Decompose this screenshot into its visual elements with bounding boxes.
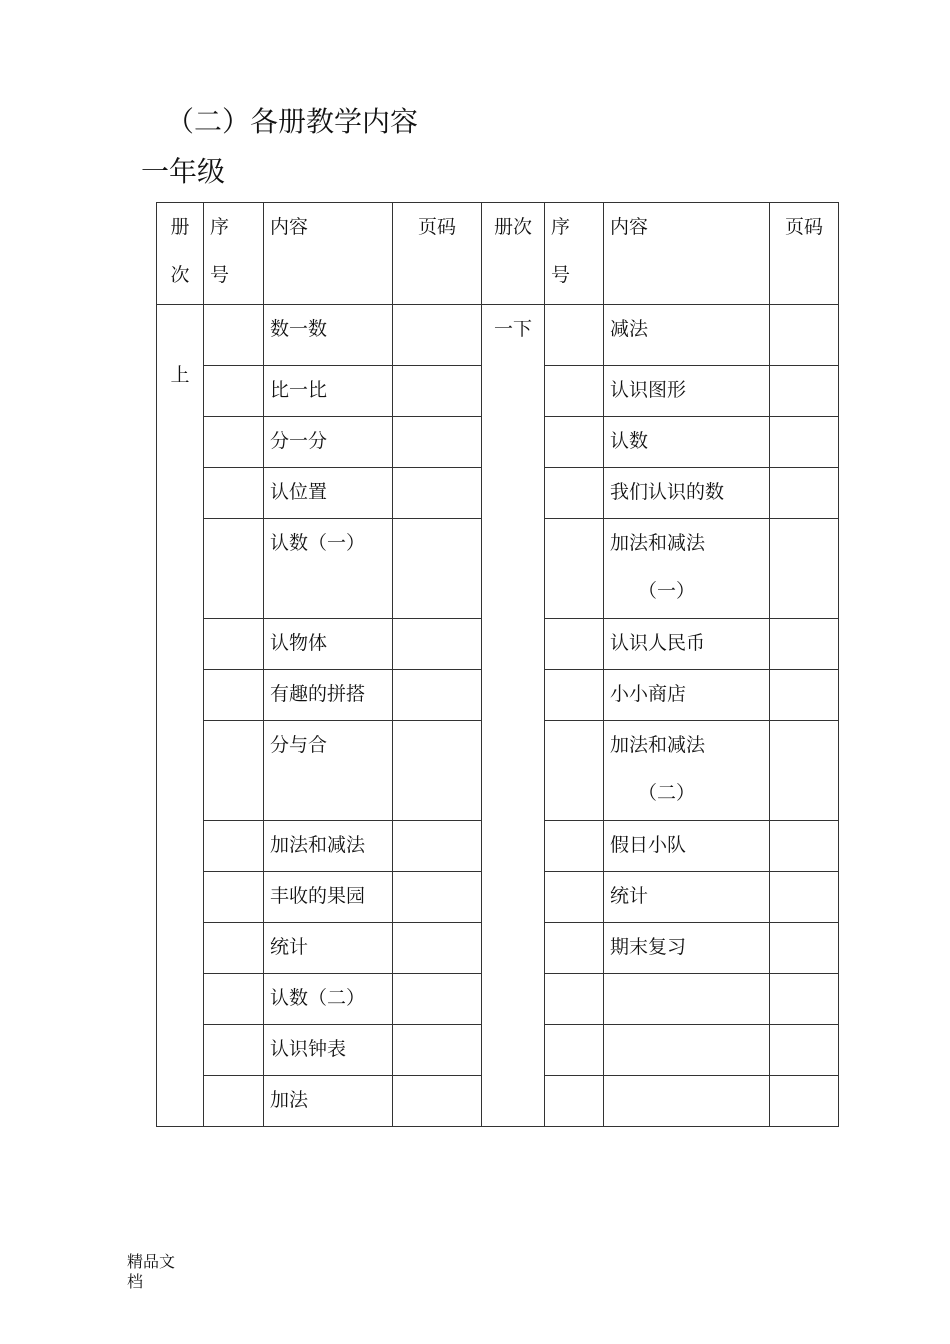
right-item: 减法 [604,305,770,366]
header-seq-2: 序 号 [545,203,604,305]
page-cell [770,1025,839,1076]
seq-cell [545,821,604,872]
left-item: 认识钟表 [264,1025,393,1076]
header-volume-2: 册次 [482,203,545,305]
seq-cell [204,305,264,366]
seq-cell [204,468,264,519]
header-seq: 序 号 [204,203,264,305]
right-item: 小小商店 [604,670,770,721]
page-cell [770,366,839,417]
page-cell [393,923,482,974]
right-item: 认识图形 [604,366,770,417]
seq-cell [204,417,264,468]
page-cell [770,872,839,923]
page-cell [770,619,839,670]
right-item [604,1025,770,1076]
left-item: 分一分 [264,417,393,468]
seq-cell [545,305,604,366]
left-volume-cell: 上 [157,305,204,1127]
seq-cell [545,366,604,417]
seq-cell [545,670,604,721]
seq-cell [204,721,264,821]
page-cell [770,305,839,366]
page-cell [393,872,482,923]
seq-cell [545,872,604,923]
seq-cell [204,974,264,1025]
footer-line-1: 精品文 [127,1252,176,1271]
left-item: 认位置 [264,468,393,519]
page-cell [770,519,839,619]
footer-watermark [127,1252,183,1292]
header-page-2: 页码 [770,203,839,305]
table-row [157,305,839,366]
right-item [604,974,770,1025]
seq-cell [545,417,604,468]
right-item [604,519,770,619]
right-item-line2: （一） [638,580,696,602]
seq-cell [204,619,264,670]
left-item: 认物体 [264,619,393,670]
page-cell [393,821,482,872]
page-cell [393,519,482,619]
left-item: 认数（一） [264,519,393,619]
seq-cell [204,923,264,974]
header-content-2: 内容 [604,203,770,305]
seq-cell [545,923,604,974]
right-item: 认识人民币 [604,619,770,670]
section-heading: （二）各册教学内容 [166,105,419,138]
left-item: 统计 [264,923,393,974]
page-cell [393,974,482,1025]
seq-cell [204,519,264,619]
seq-cell [204,1025,264,1076]
right-item: 假日小队 [604,821,770,872]
left-item: 加法 [264,1076,393,1127]
left-item: 认数（二） [264,974,393,1025]
header-row [157,203,839,305]
page-cell [770,1076,839,1127]
header-volume: 册 次 [157,203,204,305]
right-item: 期末复习 [604,923,770,974]
seq-cell [545,619,604,670]
right-item [604,721,770,821]
left-item: 分与合 [264,721,393,821]
page-cell [770,670,839,721]
page-cell [770,468,839,519]
seq-cell [545,1025,604,1076]
right-item-line1: 加法和减法 [610,734,706,756]
right-item: 认数 [604,417,770,468]
left-item: 比一比 [264,366,393,417]
header-content: 内容 [264,203,393,305]
seq-cell [204,1076,264,1127]
page-cell [770,821,839,872]
right-item: 统计 [604,872,770,923]
left-item: 有趣的拼搭 [264,670,393,721]
page-cell [770,923,839,974]
seq-cell [545,519,604,619]
header-page: 页码 [393,203,482,305]
page-cell [770,721,839,821]
seq-cell [545,974,604,1025]
right-volume-cell: 一下 [482,305,545,1127]
page-cell [393,670,482,721]
content-table [156,202,839,1127]
page-cell [770,417,839,468]
page-cell [393,619,482,670]
page-cell [393,305,482,366]
seq-cell [204,872,264,923]
seq-cell [204,821,264,872]
page-cell [770,974,839,1025]
page-cell [393,1025,482,1076]
seq-cell [545,1076,604,1127]
grade-heading: 一年级 [141,155,226,188]
seq-cell [204,670,264,721]
right-item [604,1076,770,1127]
page-cell [393,366,482,417]
seq-cell [204,366,264,417]
right-item-line2: （二） [638,782,696,804]
left-item: 加法和减法 [264,821,393,872]
page-cell [393,417,482,468]
page-cell [393,1076,482,1127]
right-item-line1: 加法和减法 [610,532,706,554]
left-item: 数一数 [264,305,393,366]
right-item: 我们认识的数 [604,468,770,519]
page-cell [393,468,482,519]
seq-cell [545,468,604,519]
page-cell [393,721,482,821]
footer-line-2: 档 [127,1272,144,1291]
seq-cell [545,721,604,821]
left-item: 丰收的果园 [264,872,393,923]
